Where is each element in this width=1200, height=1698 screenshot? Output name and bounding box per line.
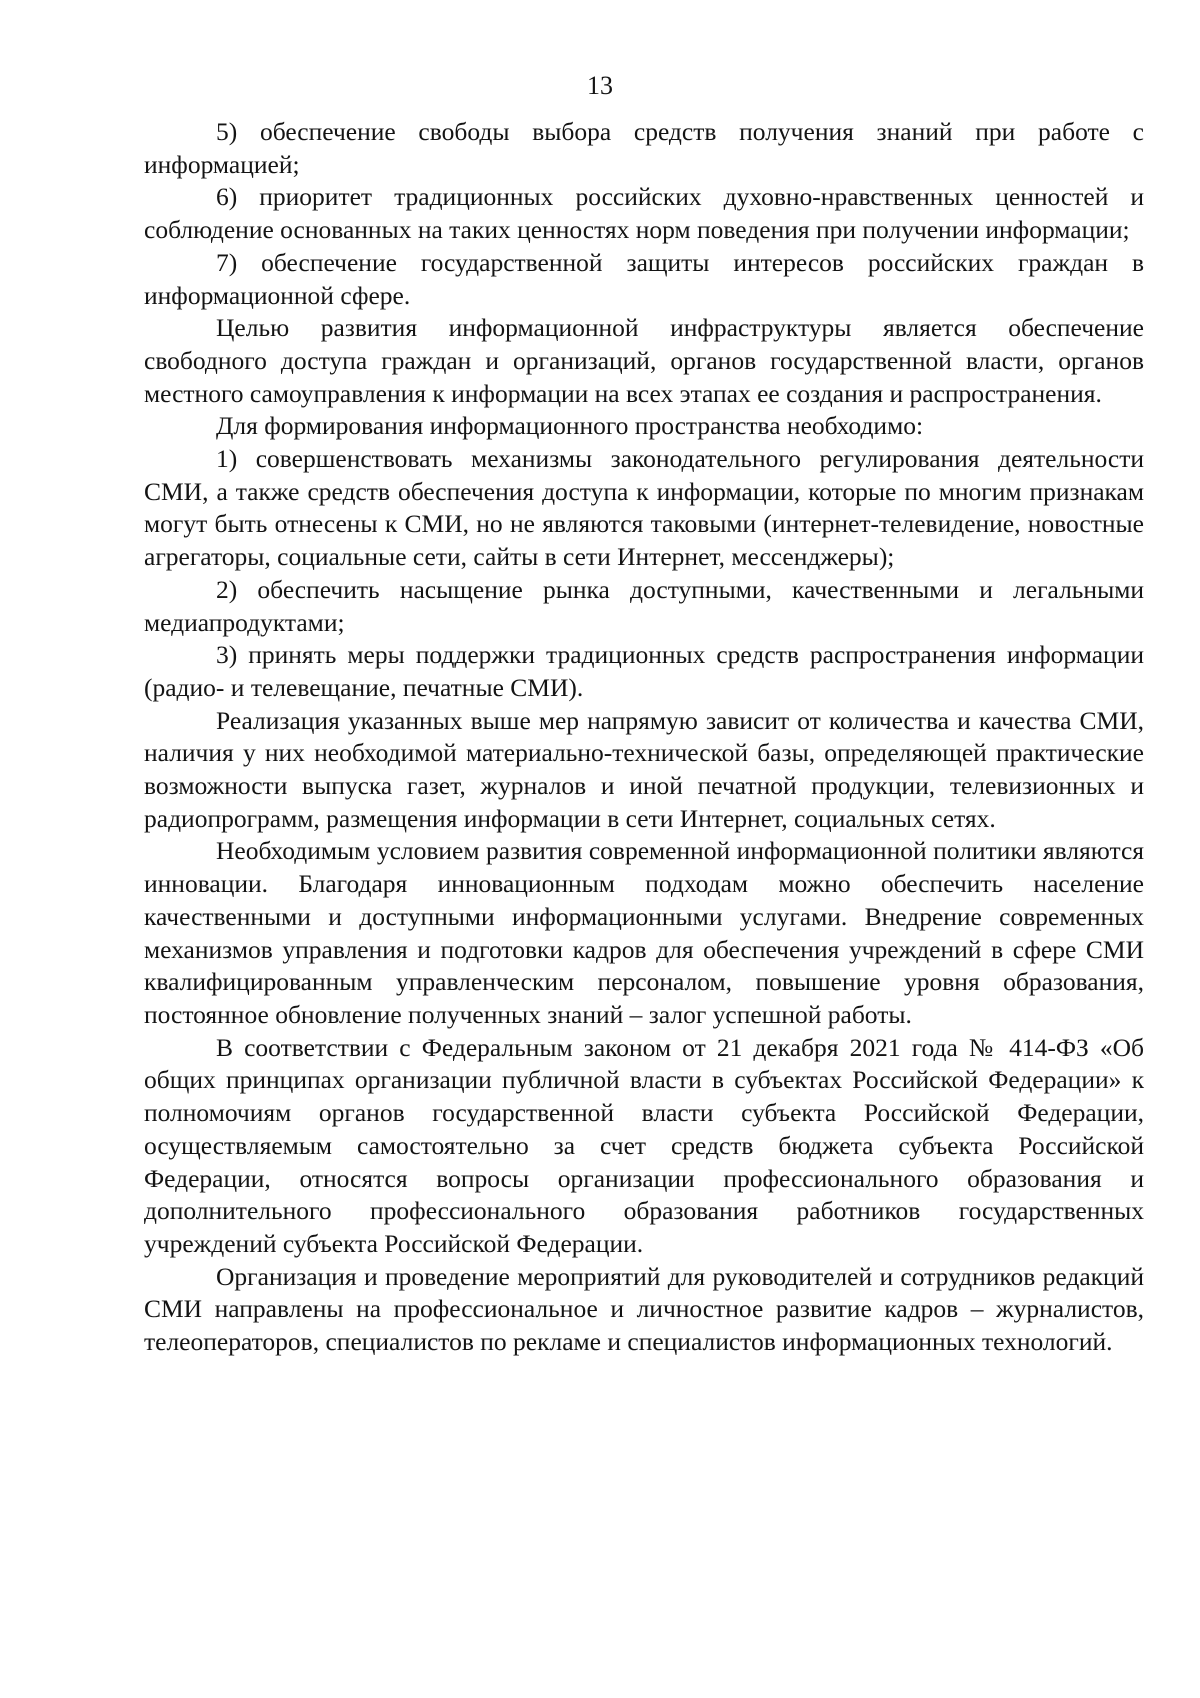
document-body bbox=[144, 116, 1144, 1359]
paragraph-list-item-5: 5) обеспечение свободы выбора средств получения знаний при работе с информацией; bbox=[144, 117, 1144, 179]
paragraph-infrastructure-goal: Целью развития информационной инфраструктуры является обеспечение свободного доступа граждан и организаций, органов государственной власти, органов местного самоуправления к информации на всех этапах ее создания и распространения. bbox=[144, 313, 1144, 408]
paragraph-federal-law: В соответствии с Федеральным законом от 21 декабря 2021 года № 414-ФЗ «Об общих принципах организации публичной власти в субъектах Российской Федерации» к полномочиям органов государственной власти субъекта Российской Федерации, осуществляемым самостоятельно за счет средств бюджета субъекта Российской Федерации, относятся вопросы организации профессионального образования и дополнительного профессионального образования работников государственных учреждений субъекта Российской Федерации. bbox=[144, 1032, 1144, 1258]
paragraph-requirement-1: 1) совершенствовать механизмы законодательного регулирования деятельности СМИ, а также средств обеспечения доступа к информации, которые по многим признакам могут быть отнесены к СМИ, но не являются таковыми (интернет-телевидение, новостные агрегаторы, социальные сети, сайты в сети Интернет, мессенджеры); bbox=[144, 444, 1144, 572]
paragraph-implementation: Реализация указанных выше мер напрямую зависит от количества и качества СМИ, наличия у них необходимой материально-технической базы, определяющей практические возможности выпуска газет, журналов и иной печатной продукции, телевизионных и радиопрограмм, размещения информации в сети Интернет, социальных сетях. bbox=[144, 705, 1144, 833]
page-number: 13 bbox=[587, 71, 613, 100]
paragraph-list-item-7: 7) обеспечение государственной защиты интересов российских граждан в информационной сфере. bbox=[144, 247, 1144, 310]
paragraph-requirement-2: 2) обеспечить насыщение рынка доступными, качественными и легальными медиапродуктами; bbox=[144, 574, 1144, 637]
paragraph-events: Организация и проведение мероприятий для руководителей и сотрудников редакций СМИ направлены на профессиональное и личностное развитие кадров – журналистов, телеоператоров, специалистов по рекламе и специалистов информационных технологий. bbox=[144, 1261, 1144, 1357]
paragraph-list-item-6: 6) приоритет традиционных российских духовно-нравственных ценностей и соблюдение основанных на таких ценностях норм поведения при получении информации; bbox=[144, 182, 1144, 245]
paragraph-requirement-3: 3) принять меры поддержки традиционных средств распространения информации (радио- и телевещание, печатные СМИ). bbox=[144, 640, 1144, 702]
paragraph-innovations: Необходимым условием развития современной информационной политики являются инновации. Благодаря инновационным подходам можно обеспечить население качественными и доступными информационными услугами. Внедрение современных механизмов управления и подготовки кадров для обеспечения учреждений в сфере СМИ квалифицированным управленческим персоналом, повышение уровня образования, постоянное обновление полученных знаний – залог успешной работы. bbox=[144, 836, 1144, 1029]
paragraph-requirements-intro: Для формирования информационного пространства необходимо: bbox=[216, 411, 924, 441]
